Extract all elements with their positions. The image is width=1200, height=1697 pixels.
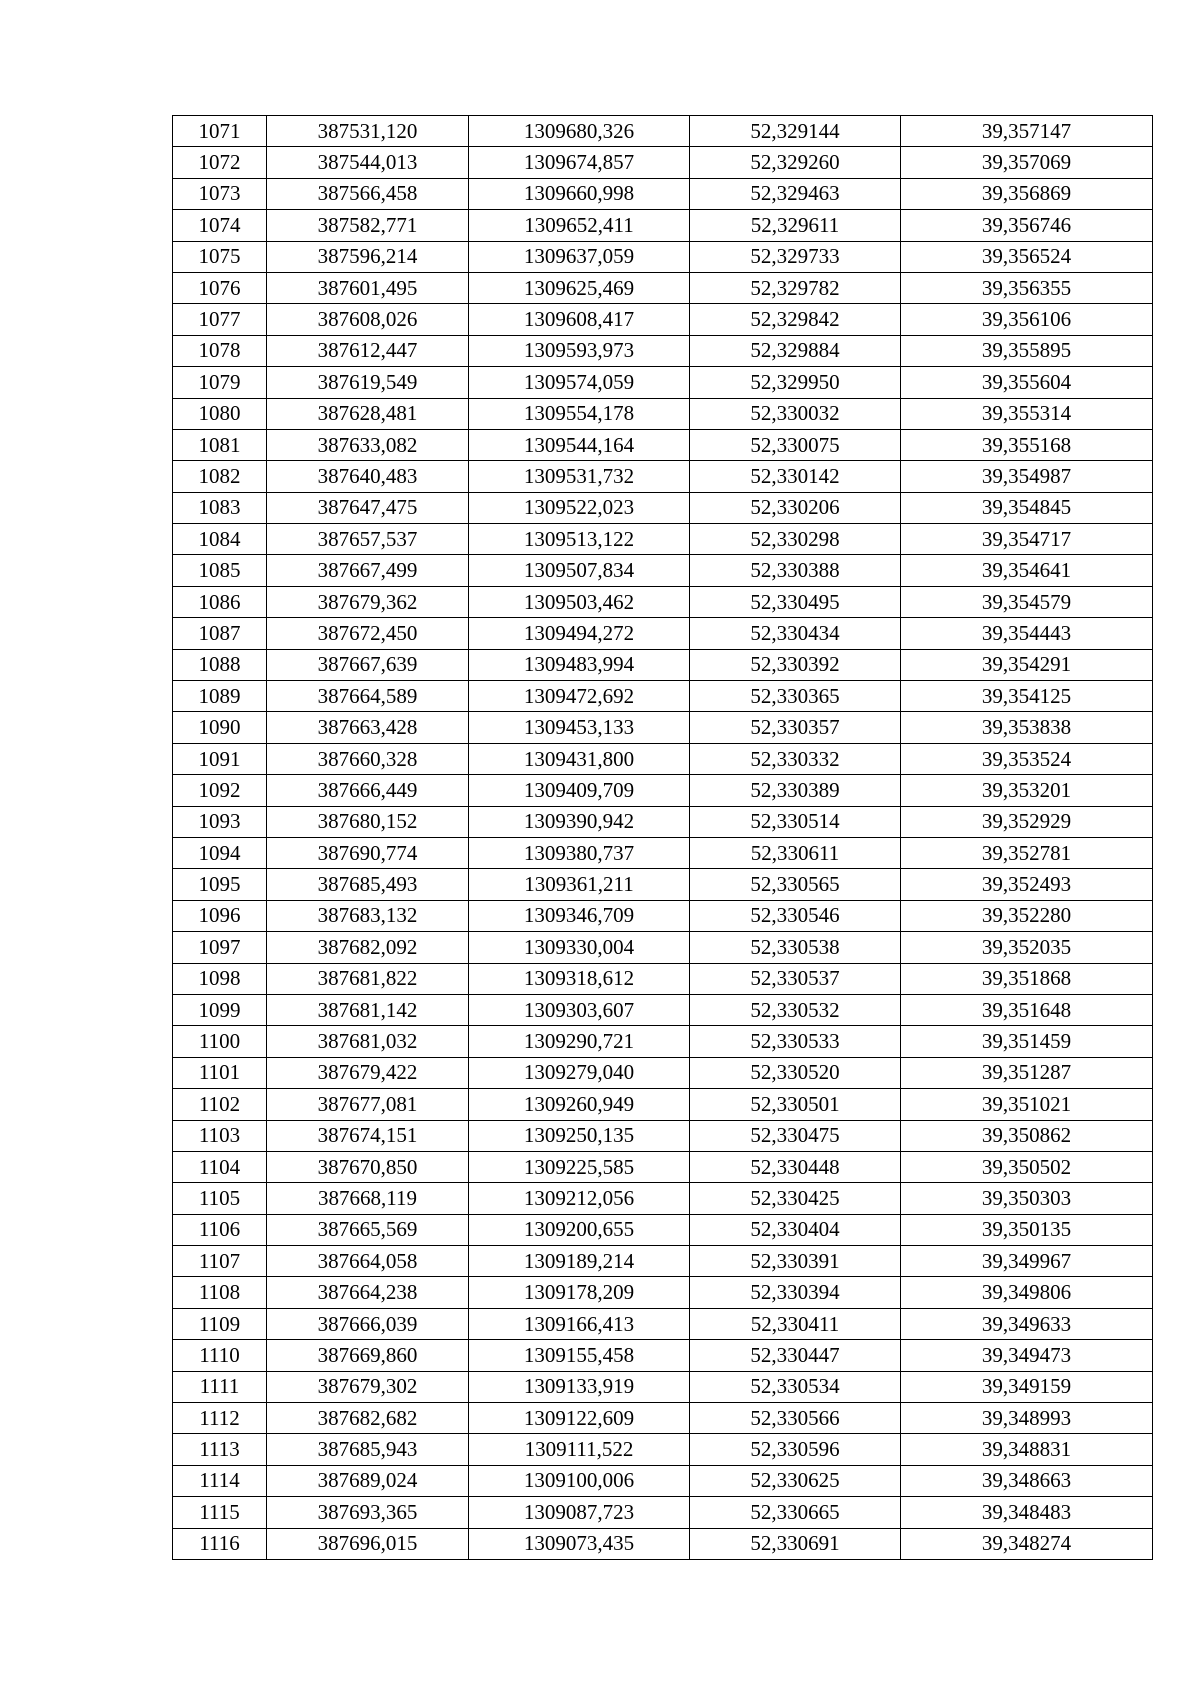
latitude-cell: 52,330365 xyxy=(690,681,901,712)
latitude-cell: 52,330501 xyxy=(690,1089,901,1120)
y-coordinate-cell: 1309178,209 xyxy=(469,1277,690,1308)
point-number-cell: 1090 xyxy=(173,712,267,743)
latitude-cell: 52,330495 xyxy=(690,586,901,617)
table-row xyxy=(173,1026,1153,1057)
table-row xyxy=(173,586,1153,617)
point-number-cell: 1108 xyxy=(173,1277,267,1308)
longitude-cell: 39,350502 xyxy=(901,1151,1153,1182)
longitude-cell: 39,354641 xyxy=(901,555,1153,586)
longitude-cell: 39,352280 xyxy=(901,900,1153,931)
y-coordinate-cell: 1309200,655 xyxy=(469,1214,690,1245)
point-number-cell: 1092 xyxy=(173,775,267,806)
longitude-cell: 39,354987 xyxy=(901,461,1153,492)
point-number-cell: 1095 xyxy=(173,869,267,900)
point-number-cell: 1077 xyxy=(173,304,267,335)
y-coordinate-cell: 1309133,919 xyxy=(469,1371,690,1402)
point-number-cell: 1083 xyxy=(173,492,267,523)
longitude-cell: 39,349159 xyxy=(901,1371,1153,1402)
point-number-cell: 1098 xyxy=(173,963,267,994)
y-coordinate-cell: 1309680,326 xyxy=(469,116,690,147)
latitude-cell: 52,330537 xyxy=(690,963,901,994)
longitude-cell: 39,353201 xyxy=(901,775,1153,806)
longitude-cell: 39,348663 xyxy=(901,1465,1153,1496)
point-number-cell: 1101 xyxy=(173,1057,267,1088)
y-coordinate-cell: 1309225,585 xyxy=(469,1151,690,1182)
x-coordinate-cell: 387664,058 xyxy=(267,1246,469,1277)
longitude-cell: 39,354845 xyxy=(901,492,1153,523)
latitude-cell: 52,329260 xyxy=(690,147,901,178)
longitude-cell: 39,355604 xyxy=(901,367,1153,398)
table-row xyxy=(173,147,1153,178)
y-coordinate-cell: 1309189,214 xyxy=(469,1246,690,1277)
longitude-cell: 39,353524 xyxy=(901,743,1153,774)
longitude-cell: 39,349806 xyxy=(901,1277,1153,1308)
table-row xyxy=(173,178,1153,209)
y-coordinate-cell: 1309290,721 xyxy=(469,1026,690,1057)
point-number-cell: 1115 xyxy=(173,1497,267,1528)
latitude-cell: 52,330391 xyxy=(690,1246,901,1277)
y-coordinate-cell: 1309212,056 xyxy=(469,1183,690,1214)
point-number-cell: 1080 xyxy=(173,398,267,429)
y-coordinate-cell: 1309503,462 xyxy=(469,586,690,617)
longitude-cell: 39,348274 xyxy=(901,1528,1153,1559)
table-row xyxy=(173,1340,1153,1371)
table-row xyxy=(173,1497,1153,1528)
table-row xyxy=(173,272,1153,303)
x-coordinate-cell: 387544,013 xyxy=(267,147,469,178)
table-row xyxy=(173,210,1153,241)
table-row xyxy=(173,1434,1153,1465)
y-coordinate-cell: 1309593,973 xyxy=(469,335,690,366)
point-number-cell: 1096 xyxy=(173,900,267,931)
y-coordinate-cell: 1309522,023 xyxy=(469,492,690,523)
x-coordinate-cell: 387657,537 xyxy=(267,524,469,555)
point-number-cell: 1114 xyxy=(173,1465,267,1496)
x-coordinate-cell: 387669,860 xyxy=(267,1340,469,1371)
y-coordinate-cell: 1309637,059 xyxy=(469,241,690,272)
point-number-cell: 1086 xyxy=(173,586,267,617)
y-coordinate-cell: 1309531,732 xyxy=(469,461,690,492)
longitude-cell: 39,356746 xyxy=(901,210,1153,241)
longitude-cell: 39,352781 xyxy=(901,837,1153,868)
latitude-cell: 52,330206 xyxy=(690,492,901,523)
latitude-cell: 52,330425 xyxy=(690,1183,901,1214)
longitude-cell: 39,354443 xyxy=(901,618,1153,649)
point-number-cell: 1085 xyxy=(173,555,267,586)
x-coordinate-cell: 387665,569 xyxy=(267,1214,469,1245)
latitude-cell: 52,330665 xyxy=(690,1497,901,1528)
x-coordinate-cell: 387647,475 xyxy=(267,492,469,523)
point-number-cell: 1111 xyxy=(173,1371,267,1402)
latitude-cell: 52,330298 xyxy=(690,524,901,555)
point-number-cell: 1105 xyxy=(173,1183,267,1214)
table-row xyxy=(173,304,1153,335)
point-number-cell: 1100 xyxy=(173,1026,267,1057)
x-coordinate-cell: 387612,447 xyxy=(267,335,469,366)
y-coordinate-cell: 1309111,522 xyxy=(469,1434,690,1465)
longitude-cell: 39,351459 xyxy=(901,1026,1153,1057)
table-row xyxy=(173,116,1153,147)
y-coordinate-cell: 1309431,800 xyxy=(469,743,690,774)
longitude-cell: 39,355314 xyxy=(901,398,1153,429)
x-coordinate-cell: 387681,032 xyxy=(267,1026,469,1057)
longitude-cell: 39,355168 xyxy=(901,429,1153,460)
latitude-cell: 52,330075 xyxy=(690,429,901,460)
longitude-cell: 39,354717 xyxy=(901,524,1153,555)
table-row xyxy=(173,994,1153,1025)
latitude-cell: 52,329463 xyxy=(690,178,901,209)
x-coordinate-cell: 387683,132 xyxy=(267,900,469,931)
table-row xyxy=(173,743,1153,774)
y-coordinate-cell: 1309507,834 xyxy=(469,555,690,586)
y-coordinate-cell: 1309483,994 xyxy=(469,649,690,680)
longitude-cell: 39,348993 xyxy=(901,1403,1153,1434)
x-coordinate-cell: 387582,771 xyxy=(267,210,469,241)
x-coordinate-cell: 387633,082 xyxy=(267,429,469,460)
x-coordinate-cell: 387664,238 xyxy=(267,1277,469,1308)
table-row xyxy=(173,367,1153,398)
x-coordinate-cell: 387693,365 xyxy=(267,1497,469,1528)
longitude-cell: 39,354291 xyxy=(901,649,1153,680)
y-coordinate-cell: 1309472,692 xyxy=(469,681,690,712)
x-coordinate-cell: 387696,015 xyxy=(267,1528,469,1559)
x-coordinate-cell: 387672,450 xyxy=(267,618,469,649)
y-coordinate-cell: 1309166,413 xyxy=(469,1308,690,1339)
y-coordinate-cell: 1309390,942 xyxy=(469,806,690,837)
latitude-cell: 52,330566 xyxy=(690,1403,901,1434)
x-coordinate-cell: 387674,151 xyxy=(267,1120,469,1151)
latitude-cell: 52,330411 xyxy=(690,1308,901,1339)
x-coordinate-cell: 387596,214 xyxy=(267,241,469,272)
point-number-cell: 1074 xyxy=(173,210,267,241)
x-coordinate-cell: 387682,092 xyxy=(267,932,469,963)
point-number-cell: 1112 xyxy=(173,1403,267,1434)
longitude-cell: 39,354125 xyxy=(901,681,1153,712)
y-coordinate-cell: 1309346,709 xyxy=(469,900,690,931)
x-coordinate-cell: 387670,850 xyxy=(267,1151,469,1182)
y-coordinate-cell: 1309409,709 xyxy=(469,775,690,806)
longitude-cell: 39,352929 xyxy=(901,806,1153,837)
table-row xyxy=(173,869,1153,900)
point-number-cell: 1088 xyxy=(173,649,267,680)
x-coordinate-cell: 387664,589 xyxy=(267,681,469,712)
latitude-cell: 52,330611 xyxy=(690,837,901,868)
point-number-cell: 1102 xyxy=(173,1089,267,1120)
y-coordinate-cell: 1309660,998 xyxy=(469,178,690,209)
point-number-cell: 1089 xyxy=(173,681,267,712)
latitude-cell: 52,330332 xyxy=(690,743,901,774)
x-coordinate-cell: 387679,362 xyxy=(267,586,469,617)
table-row xyxy=(173,1183,1153,1214)
table-row xyxy=(173,492,1153,523)
table-row xyxy=(173,429,1153,460)
table-row xyxy=(173,649,1153,680)
latitude-cell: 52,329842 xyxy=(690,304,901,335)
x-coordinate-cell: 387679,422 xyxy=(267,1057,469,1088)
point-number-cell: 1116 xyxy=(173,1528,267,1559)
x-coordinate-cell: 387660,328 xyxy=(267,743,469,774)
x-coordinate-cell: 387681,142 xyxy=(267,994,469,1025)
point-number-cell: 1081 xyxy=(173,429,267,460)
longitude-cell: 39,356106 xyxy=(901,304,1153,335)
latitude-cell: 52,330389 xyxy=(690,775,901,806)
latitude-cell: 52,330448 xyxy=(690,1151,901,1182)
latitude-cell: 52,330534 xyxy=(690,1371,901,1402)
longitude-cell: 39,350303 xyxy=(901,1183,1153,1214)
point-number-cell: 1072 xyxy=(173,147,267,178)
x-coordinate-cell: 387608,026 xyxy=(267,304,469,335)
y-coordinate-cell: 1309122,609 xyxy=(469,1403,690,1434)
x-coordinate-cell: 387666,039 xyxy=(267,1308,469,1339)
point-number-cell: 1113 xyxy=(173,1434,267,1465)
longitude-cell: 39,356355 xyxy=(901,272,1153,303)
x-coordinate-cell: 387666,449 xyxy=(267,775,469,806)
latitude-cell: 52,329144 xyxy=(690,116,901,147)
y-coordinate-cell: 1309260,949 xyxy=(469,1089,690,1120)
table-row xyxy=(173,681,1153,712)
y-coordinate-cell: 1309544,164 xyxy=(469,429,690,460)
x-coordinate-cell: 387689,024 xyxy=(267,1465,469,1496)
latitude-cell: 52,330565 xyxy=(690,869,901,900)
table-row xyxy=(173,1308,1153,1339)
point-number-cell: 1093 xyxy=(173,806,267,837)
x-coordinate-cell: 387685,493 xyxy=(267,869,469,900)
longitude-cell: 39,351021 xyxy=(901,1089,1153,1120)
x-coordinate-cell: 387677,081 xyxy=(267,1089,469,1120)
y-coordinate-cell: 1309608,417 xyxy=(469,304,690,335)
x-coordinate-cell: 387682,682 xyxy=(267,1403,469,1434)
point-number-cell: 1109 xyxy=(173,1308,267,1339)
latitude-cell: 52,330546 xyxy=(690,900,901,931)
table-row xyxy=(173,900,1153,931)
longitude-cell: 39,355895 xyxy=(901,335,1153,366)
longitude-cell: 39,350862 xyxy=(901,1120,1153,1151)
point-number-cell: 1104 xyxy=(173,1151,267,1182)
y-coordinate-cell: 1309250,135 xyxy=(469,1120,690,1151)
table-row xyxy=(173,837,1153,868)
table-row xyxy=(173,1528,1153,1559)
point-number-cell: 1082 xyxy=(173,461,267,492)
longitude-cell: 39,348831 xyxy=(901,1434,1153,1465)
longitude-cell: 39,357069 xyxy=(901,147,1153,178)
longitude-cell: 39,356524 xyxy=(901,241,1153,272)
longitude-cell: 39,352035 xyxy=(901,932,1153,963)
x-coordinate-cell: 387640,483 xyxy=(267,461,469,492)
y-coordinate-cell: 1309380,737 xyxy=(469,837,690,868)
x-coordinate-cell: 387680,152 xyxy=(267,806,469,837)
latitude-cell: 52,330392 xyxy=(690,649,901,680)
point-number-cell: 1091 xyxy=(173,743,267,774)
table-row xyxy=(173,1277,1153,1308)
point-number-cell: 1103 xyxy=(173,1120,267,1151)
longitude-cell: 39,349473 xyxy=(901,1340,1153,1371)
table-row xyxy=(173,555,1153,586)
latitude-cell: 52,329611 xyxy=(690,210,901,241)
longitude-cell: 39,352493 xyxy=(901,869,1153,900)
table-row xyxy=(173,1465,1153,1496)
table-row xyxy=(173,1371,1153,1402)
point-number-cell: 1099 xyxy=(173,994,267,1025)
x-coordinate-cell: 387667,639 xyxy=(267,649,469,680)
longitude-cell: 39,349967 xyxy=(901,1246,1153,1277)
table-row xyxy=(173,1403,1153,1434)
x-coordinate-cell: 387667,499 xyxy=(267,555,469,586)
latitude-cell: 52,330520 xyxy=(690,1057,901,1088)
x-coordinate-cell: 387685,943 xyxy=(267,1434,469,1465)
point-number-cell: 1110 xyxy=(173,1340,267,1371)
longitude-cell: 39,354579 xyxy=(901,586,1153,617)
point-number-cell: 1097 xyxy=(173,932,267,963)
y-coordinate-cell: 1309318,612 xyxy=(469,963,690,994)
latitude-cell: 52,330625 xyxy=(690,1465,901,1496)
latitude-cell: 52,330357 xyxy=(690,712,901,743)
longitude-cell: 39,350135 xyxy=(901,1214,1153,1245)
latitude-cell: 52,330691 xyxy=(690,1528,901,1559)
longitude-cell: 39,353838 xyxy=(901,712,1153,743)
y-coordinate-cell: 1309513,122 xyxy=(469,524,690,555)
x-coordinate-cell: 387531,120 xyxy=(267,116,469,147)
longitude-cell: 39,356869 xyxy=(901,178,1153,209)
table-row xyxy=(173,1151,1153,1182)
table-row xyxy=(173,461,1153,492)
longitude-cell: 39,348483 xyxy=(901,1497,1153,1528)
y-coordinate-cell: 1309554,178 xyxy=(469,398,690,429)
latitude-cell: 52,330032 xyxy=(690,398,901,429)
point-number-cell: 1079 xyxy=(173,367,267,398)
x-coordinate-cell: 387690,774 xyxy=(267,837,469,868)
y-coordinate-cell: 1309330,004 xyxy=(469,932,690,963)
latitude-cell: 52,330447 xyxy=(690,1340,901,1371)
longitude-cell: 39,351648 xyxy=(901,994,1153,1025)
x-coordinate-cell: 387679,302 xyxy=(267,1371,469,1402)
table-row xyxy=(173,1246,1153,1277)
x-coordinate-cell: 387601,495 xyxy=(267,272,469,303)
y-coordinate-cell: 1309155,458 xyxy=(469,1340,690,1371)
point-number-cell: 1094 xyxy=(173,837,267,868)
latitude-cell: 52,329884 xyxy=(690,335,901,366)
y-coordinate-cell: 1309674,857 xyxy=(469,147,690,178)
latitude-cell: 52,330514 xyxy=(690,806,901,837)
y-coordinate-cell: 1309625,469 xyxy=(469,272,690,303)
table-row xyxy=(173,241,1153,272)
table-row xyxy=(173,932,1153,963)
latitude-cell: 52,329950 xyxy=(690,367,901,398)
point-number-cell: 1087 xyxy=(173,618,267,649)
longitude-cell: 39,351868 xyxy=(901,963,1153,994)
latitude-cell: 52,329782 xyxy=(690,272,901,303)
point-number-cell: 1106 xyxy=(173,1214,267,1245)
latitude-cell: 52,330404 xyxy=(690,1214,901,1245)
y-coordinate-cell: 1309453,133 xyxy=(469,712,690,743)
x-coordinate-cell: 387681,822 xyxy=(267,963,469,994)
x-coordinate-cell: 387628,481 xyxy=(267,398,469,429)
y-coordinate-cell: 1309100,006 xyxy=(469,1465,690,1496)
latitude-cell: 52,330533 xyxy=(690,1026,901,1057)
longitude-cell: 39,349633 xyxy=(901,1308,1153,1339)
y-coordinate-cell: 1309574,059 xyxy=(469,367,690,398)
latitude-cell: 52,330532 xyxy=(690,994,901,1025)
coordinates-table-body xyxy=(173,116,1153,1560)
table-row xyxy=(173,806,1153,837)
latitude-cell: 52,330475 xyxy=(690,1120,901,1151)
x-coordinate-cell: 387566,458 xyxy=(267,178,469,209)
y-coordinate-cell: 1309073,435 xyxy=(469,1528,690,1559)
point-number-cell: 1078 xyxy=(173,335,267,366)
x-coordinate-cell: 387619,549 xyxy=(267,367,469,398)
table-row xyxy=(173,1057,1153,1088)
table-row xyxy=(173,398,1153,429)
y-coordinate-cell: 1309087,723 xyxy=(469,1497,690,1528)
table-row xyxy=(173,1120,1153,1151)
point-number-cell: 1073 xyxy=(173,178,267,209)
latitude-cell: 52,329733 xyxy=(690,241,901,272)
table-row xyxy=(173,712,1153,743)
y-coordinate-cell: 1309303,607 xyxy=(469,994,690,1025)
y-coordinate-cell: 1309652,411 xyxy=(469,210,690,241)
x-coordinate-cell: 387663,428 xyxy=(267,712,469,743)
latitude-cell: 52,330434 xyxy=(690,618,901,649)
table-row xyxy=(173,1214,1153,1245)
latitude-cell: 52,330388 xyxy=(690,555,901,586)
y-coordinate-cell: 1309361,211 xyxy=(469,869,690,900)
point-number-cell: 1084 xyxy=(173,524,267,555)
x-coordinate-cell: 387668,119 xyxy=(267,1183,469,1214)
table-row xyxy=(173,963,1153,994)
table-row xyxy=(173,524,1153,555)
longitude-cell: 39,357147 xyxy=(901,116,1153,147)
latitude-cell: 52,330394 xyxy=(690,1277,901,1308)
table-row xyxy=(173,775,1153,806)
y-coordinate-cell: 1309279,040 xyxy=(469,1057,690,1088)
longitude-cell: 39,351287 xyxy=(901,1057,1153,1088)
table-row xyxy=(173,618,1153,649)
latitude-cell: 52,330596 xyxy=(690,1434,901,1465)
table-row xyxy=(173,1089,1153,1120)
latitude-cell: 52,330142 xyxy=(690,461,901,492)
point-number-cell: 1107 xyxy=(173,1246,267,1277)
point-number-cell: 1071 xyxy=(173,116,267,147)
table-row xyxy=(173,335,1153,366)
latitude-cell: 52,330538 xyxy=(690,932,901,963)
point-number-cell: 1076 xyxy=(173,272,267,303)
coordinates-table xyxy=(172,115,1153,1560)
y-coordinate-cell: 1309494,272 xyxy=(469,618,690,649)
point-number-cell: 1075 xyxy=(173,241,267,272)
